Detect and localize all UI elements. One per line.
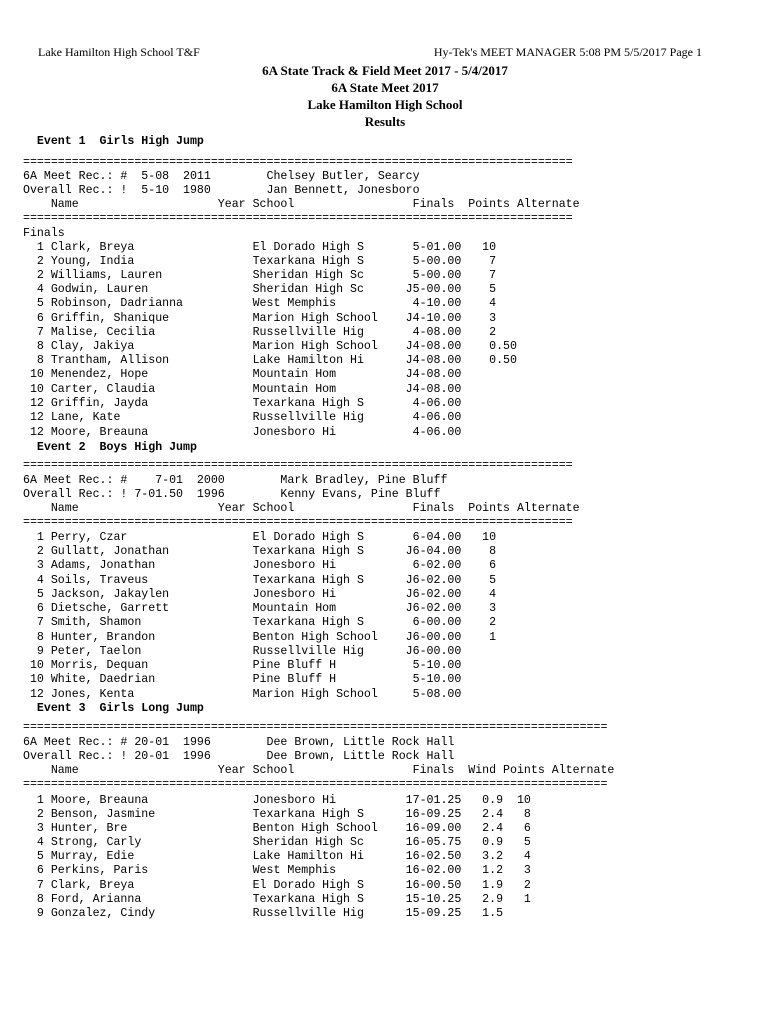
result-line: 5 Murray, Edie Lake Hamilton Hi 16-02.50 3.2 4: [23, 850, 531, 863]
result-line: Overall Rec.: ! 5-10 1980 Jan Bennett, Jonesboro: [23, 184, 420, 197]
result-line: 2 Young, India Texarkana High S 5-00.00 7: [23, 255, 497, 268]
result-line: 4 Strong, Carly Sheridan High Sc 16-05.75 0.9 5: [23, 836, 531, 849]
result-line: 7 Clark, Breya El Dorado High S 16-00.50 1.9 2: [23, 879, 531, 892]
result-line: 6 Perkins, Paris West Memphis 16-02.00 1.2 3: [23, 864, 531, 877]
result-line: 12 Moore, Breauna Jonesboro Hi 4-06.00: [23, 426, 462, 439]
result-line: 6 Griffin, Shanique Marion High School J4-10.00 3: [23, 312, 497, 325]
result-line: 5 Robinson, Dadrianna West Memphis 4-10.00 4: [23, 297, 497, 310]
result-line: Name Year School Finals Points Alternate: [23, 198, 580, 211]
separator-line: ====================================================================================: [23, 721, 608, 734]
result-line: Name Year School Finals Points Alternate: [23, 502, 580, 515]
meet-title: 6A State Track & Field Meet 2017 - 5/4/2017: [262, 63, 508, 78]
result-line: 8 Hunter, Brandon Benton High School J6-00.00 1: [23, 631, 497, 644]
meet-subtitle: 6A State Meet 2017: [331, 80, 439, 95]
result-line: 7 Malise, Cecilia Russellville Hig 4-08.00 2: [23, 326, 497, 339]
result-line: Finals: [23, 227, 65, 240]
result-line: 8 Trantham, Allison Lake Hamilton Hi J4-08.00 0.50: [23, 354, 517, 367]
result-line: 12 Lane, Kate Russellville Hig 4-06.00: [23, 411, 462, 424]
result-line: 9 Peter, Taelon Russellville Hig J6-00.00: [23, 645, 462, 658]
header-left: Lake Hamilton High School T&F: [38, 45, 200, 59]
result-line: 4 Soils, Traveus Texarkana High S J6-02.00 5: [23, 574, 497, 587]
result-line: 8 Ford, Arianna Texarkana High S 15-10.25 2.9 1: [23, 893, 531, 906]
result-line: 6A Meet Rec.: # 20-01 1996 Dee Brown, Little Rock Hall: [23, 736, 455, 749]
host-school: Lake Hamilton High School: [307, 97, 463, 112]
result-line: 4 Godwin, Lauren Sheridan High Sc J5-00.00 5: [23, 283, 497, 296]
result-line: 1 Moore, Breauna Jonesboro Hi 17-01.25 0.9 10: [23, 794, 531, 807]
result-line: 10 Morris, Dequan Pine Bluff H 5-10.00: [23, 659, 462, 672]
result-line: 6 Dietsche, Garrett Mountain Hom J6-02.00 3: [23, 602, 497, 615]
result-line: Overall Rec.: ! 20-01 1996 Dee Brown, Little Rock Hall: [23, 750, 455, 763]
result-line: 1 Perry, Czar El Dorado High S 6-04.00 10: [23, 531, 497, 544]
result-line: 2 Benson, Jasmine Texarkana High S 16-09.25 2.4 8: [23, 808, 531, 821]
separator-line: ===============================================================================: [23, 516, 573, 529]
result-line: 12 Griffin, Jayda Texarkana High S 4-06.00: [23, 397, 462, 410]
result-line: 3 Adams, Jonathan Jonesboro Hi 6-02.00 6: [23, 559, 497, 572]
result-line: 12 Jones, Kenta Marion High School 5-08.00: [23, 688, 462, 701]
separator-line: ====================================================================================: [23, 778, 608, 791]
results-heading: Results: [364, 114, 406, 129]
result-line: 1 Clark, Breya El Dorado High S 5-01.00 10: [23, 241, 497, 254]
result-line: 6A Meet Rec.: # 7-01 2000 Mark Bradley, Pine Bluff: [23, 474, 448, 487]
result-line: 8 Clay, Jakiya Marion High School J4-08.00 0.50: [23, 340, 517, 353]
result-line: 7 Smith, Shamon Texarkana High S 6-00.00 2: [23, 616, 497, 629]
separator-line: ===============================================================================: [23, 156, 573, 169]
result-line: Name Year School Finals Wind Points Alternate: [23, 764, 615, 777]
event-title: Event 3 Girls Long Jump: [23, 702, 204, 715]
result-line: 6A Meet Rec.: # 5-08 2011 Chelsey Butler, Searcy: [23, 170, 420, 183]
result-line: 9 Gonzalez, Cindy Russellville Hig 15-09.25 1.5: [23, 907, 504, 920]
event-title: Event 1 Girls High Jump: [23, 135, 204, 148]
event-title: Event 2 Boys High Jump: [23, 441, 197, 454]
result-line: 2 Williams, Lauren Sheridan High Sc 5-00.00 7: [23, 269, 497, 282]
separator-line: ===============================================================================: [23, 459, 573, 472]
result-line: 2 Gullatt, Jonathan Texarkana High S J6-04.00 8: [23, 545, 497, 558]
result-line: 5 Jackson, Jakaylen Jonesboro Hi J6-02.00 4: [23, 588, 497, 601]
result-line: 10 Carter, Claudia Mountain Hom J4-08.00: [23, 383, 462, 396]
result-line: 10 White, Daedrian Pine Bluff H 5-10.00: [23, 673, 462, 686]
result-line: Overall Rec.: ! 7-01.50 1996 Kenny Evans, Pine Bluff: [23, 488, 441, 501]
result-line: 3 Hunter, Bre Benton High School 16-09.00 2.4 6: [23, 822, 531, 835]
header-right: Hy-Tek's MEET MANAGER 5:08 PM 5/5/2017 Page 1: [433, 45, 702, 59]
separator-line: ===============================================================================: [23, 212, 573, 225]
result-line: 10 Menendez, Hope Mountain Hom J4-08.00: [23, 368, 462, 381]
